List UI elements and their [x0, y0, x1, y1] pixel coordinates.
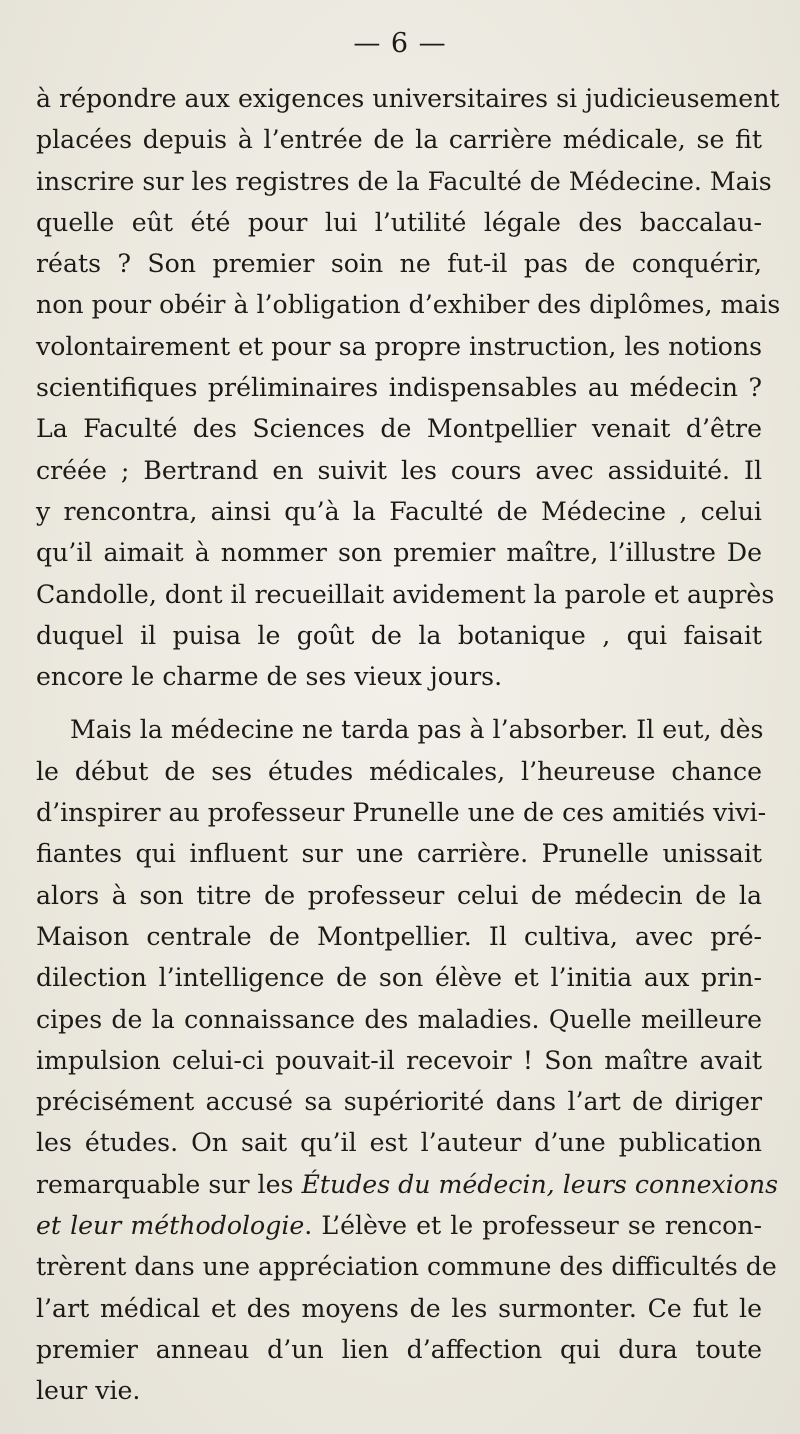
text-line: créée ; Bertrand en suivit les cours avec assiduité. Il	[36, 455, 762, 485]
text-line: le début de ses études médicales, l’heureuse chance	[36, 756, 762, 786]
paragraph-gap	[36, 697, 762, 709]
text-line: Mais la médecine ne tarda pas à l’absorber. Il eut, dès	[70, 715, 764, 745]
text-line: encore le charme de ses vieux jours.	[36, 662, 503, 692]
text-line: trèrent dans une appréciation commune des difficultés de	[36, 1252, 777, 1282]
text-line: cipes de la connaissance des maladies. Quelle meilleure	[36, 1004, 762, 1034]
text-line: alors à son titre de professeur celui de médecin de la	[36, 880, 762, 910]
text-line: La Faculté des Sciences de Montpellier venait d’être	[36, 414, 762, 444]
paragraph-1	[36, 78, 781, 697]
text-line: d’inspirer au professeur Prunelle une de ces amitiés vivi-	[36, 798, 767, 828]
paragraph-2	[36, 709, 779, 1411]
text-line: Maison centrale de Montpellier. Il cultiva, avec pré-	[36, 921, 762, 951]
book-title-italic: Études du médecin, leurs connexions	[301, 1169, 779, 1199]
text-line: inscrire sur les registres de la Faculté de Médecine. Mais	[36, 166, 772, 196]
page-number: — 6 —	[353, 28, 447, 59]
text-line: quelle eût été pour lui l’utilité légale des baccalau-	[36, 207, 762, 237]
text-line: les études. On sait qu’il est l’auteur d’une publication	[36, 1128, 762, 1158]
text-line: non pour obéir à l’obligation d’exhiber des diplômes, mais	[36, 290, 781, 320]
text-line: qu’il aimait à nommer son premier maître, l’illustre De	[36, 538, 762, 568]
book-title-italic: et leur méthodologie	[36, 1211, 305, 1241]
line-text: . L’élève et le professeur se rencon-	[304, 1211, 763, 1241]
text-line-with-title	[36, 1205, 762, 1246]
text-line: à répondre aux exigences universitaires si judicieusement	[36, 84, 780, 113]
text-line: volontairement et pour sa propre instruction, les notions	[36, 331, 763, 361]
text-line: placées depuis à l’entrée de la carrière médicale, se fit	[36, 125, 762, 155]
text-line: dilection l’intelligence de son élève et l’initia aux prin-	[36, 963, 762, 993]
line-text: remarquable sur les	[36, 1169, 302, 1199]
text-line: fiantes qui influent sur une carrière. Prunelle unissait	[36, 839, 762, 869]
text-line: scientifiques préliminaires indispensables au médecin ?	[36, 373, 762, 403]
text-line: impulsion celui-ci pouvait-il recevoir ! Son maître avait	[36, 1045, 762, 1075]
text-line: Candolle, dont il recueillait avidement la parole et auprès	[36, 579, 775, 609]
text-line: premier anneau d’un lien d’affection qui dura toute	[36, 1334, 762, 1364]
body-text	[36, 78, 781, 1412]
text-line: précisément accusé sa supériorité dans l’art de diriger	[36, 1087, 762, 1117]
text-line-with-title	[36, 1164, 779, 1205]
text-line: y rencontra, ainsi qu’à la Faculté de Médecine , celui	[36, 496, 762, 526]
text-line: réats ? Son premier soin ne fut-il pas de conquérir,	[36, 249, 762, 279]
text-line: leur vie.	[36, 1376, 141, 1406]
text-line: duquel il puisa le goût de la botanique , qui faisait	[36, 620, 762, 650]
text-line: l’art médical et des moyens de les surmonter. Ce fut le	[36, 1293, 762, 1323]
